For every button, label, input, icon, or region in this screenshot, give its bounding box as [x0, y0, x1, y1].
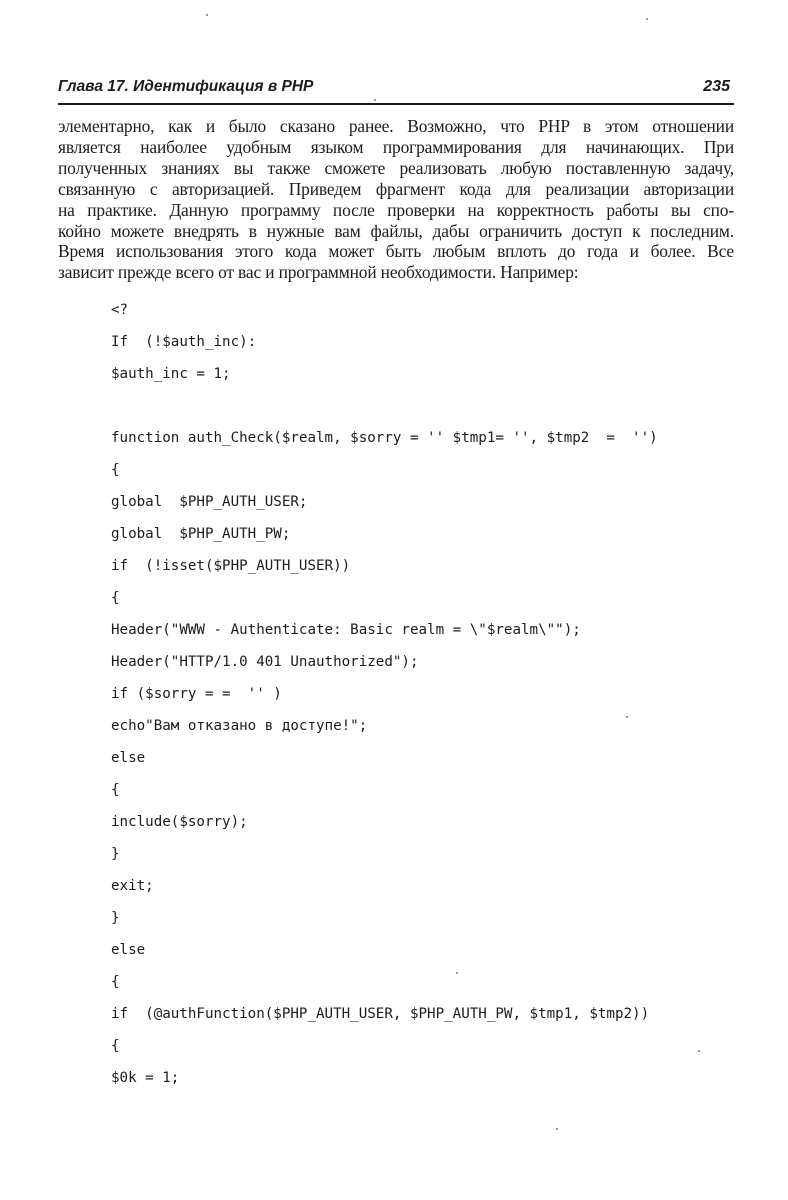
code-line: echo"Вам отказано в доступе!"; — [111, 718, 368, 734]
code-line: else — [111, 942, 146, 958]
paragraph-line: на практике. Данную программу после проверки на корректность работы вы спо- — [58, 199, 734, 220]
code-line: { — [111, 1038, 120, 1054]
code-line: { — [111, 462, 120, 478]
code-line: } — [111, 846, 120, 862]
code-line: Header("WWW - Authenticate: Basic realm = \"$realm\""); — [111, 622, 581, 638]
code-line: if (!isset($PHP_AUTH_USER)) — [111, 558, 351, 574]
paragraph-line: койно можете внедрять в нужные вам файлы, дабы ограничить доступ к последним. — [58, 220, 734, 241]
paragraph-line: зависит прежде всего от вас и программной необходимости. Например: — [58, 262, 579, 283]
header-rule — [58, 103, 734, 105]
code-line: <? — [111, 302, 129, 318]
running-header — [58, 76, 732, 102]
code-line: function auth_Check($realm, $sorry = '' $tmp1= '', $tmp2 = '') — [111, 430, 658, 446]
code-line: Header("HTTP/1.0 401 Unauthorized"); — [111, 654, 419, 670]
code-line: $auth_inc = 1; — [111, 366, 231, 382]
code-line: } — [111, 910, 120, 926]
scan-speck — [646, 18, 648, 20]
scan-speck — [698, 1050, 700, 1052]
code-line: include($sorry); — [111, 814, 248, 830]
code-line: else — [111, 750, 146, 766]
code-line: exit; — [111, 878, 154, 894]
scan-speck — [374, 99, 376, 101]
paragraph-line: полученных знаниях вы также сможете реализовать любую поставленную задачу, — [58, 157, 734, 178]
page-number: 235 — [703, 78, 730, 95]
code-line: global $PHP_AUTH_USER; — [111, 494, 308, 510]
scan-speck — [556, 1128, 558, 1130]
code-line: { — [111, 974, 120, 990]
code-line: { — [111, 590, 120, 606]
scan-speck — [456, 972, 458, 974]
code-line: if ($sorry = = '' ) — [111, 686, 282, 702]
code-line: If (!$auth_inc): — [111, 334, 257, 350]
code-line: $0k = 1; — [111, 1070, 180, 1086]
paragraph-line: является наиболее удобным языком программирования для начинающих. При — [58, 136, 734, 157]
body-paragraph — [58, 116, 734, 283]
scan-speck — [626, 716, 628, 718]
code-line: global $PHP_AUTH_PW; — [111, 526, 291, 542]
chapter-title: Глава 17. Идентификация в PHP — [58, 78, 314, 95]
paragraph-line: элементарно, как и было сказано ранее. Возможно, что PHP в этом отношении — [58, 116, 734, 136]
scan-speck — [206, 14, 208, 16]
code-line: { — [111, 782, 120, 798]
code-line: if (@authFunction($PHP_AUTH_USER, $PHP_AUTH_PW, $tmp1, $tmp2)) — [111, 1006, 650, 1022]
paragraph-line: Время использования этого кода может быть любым вплоть до года и более. Все — [58, 241, 734, 262]
paragraph-line: связанную с авторизацией. Приведем фрагмент кода для реализации авторизации — [58, 178, 734, 199]
